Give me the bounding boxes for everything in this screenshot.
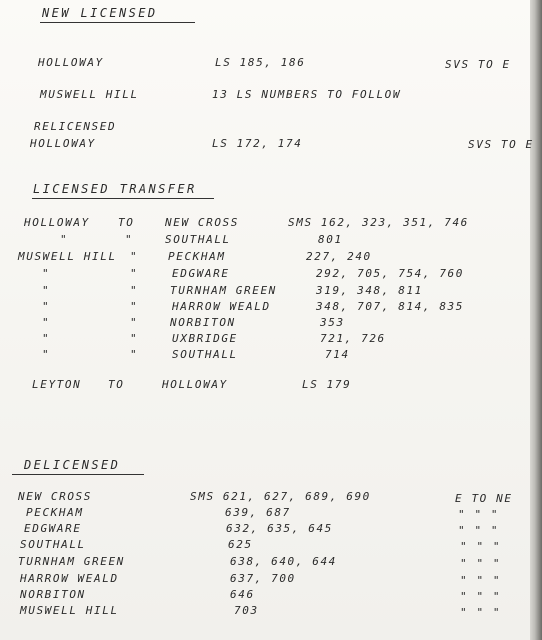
transfer-to: NEW CROSS <box>165 216 240 229</box>
delicensed-depot: SOUTHALL <box>20 538 86 551</box>
delicensed-numbers: 632, 635, 645 <box>226 522 333 535</box>
delicensed-depot: NEW CROSS <box>18 490 93 503</box>
delicensed-depot: PECKHAM <box>26 506 84 519</box>
transfer-to: TURNHAM GREEN <box>170 284 277 297</box>
transfer-numbers: 348, 707, 814, 835 <box>316 300 465 313</box>
transfer-from: " <box>42 267 51 280</box>
transfer-to-word: " <box>130 316 139 329</box>
new-licensed-depot-2: MUSWELL HILL <box>40 88 139 101</box>
delicensed-depot: HARROW WEALD <box>20 572 119 585</box>
relicensed-note: SVS TO E <box>468 138 534 151</box>
transfer-to-word: TO <box>118 216 135 229</box>
relicensed-label: RELICENSED <box>34 120 117 133</box>
transfer-numbers: 801 <box>318 233 343 246</box>
delicensed-numbers: 638, 640, 644 <box>230 555 337 568</box>
delicensed-note: " " " <box>460 590 502 603</box>
transfer-to-word: " <box>130 348 139 361</box>
transfer-numbers: 353 <box>320 316 345 329</box>
delicensed-note: " " " <box>460 574 502 587</box>
transfer-to-word: " <box>130 284 139 297</box>
transfer-from: " <box>42 348 51 361</box>
licensed-transfer-underline <box>32 198 214 199</box>
delicensed-note: " " " <box>460 606 502 619</box>
transfer-from: " <box>42 300 51 313</box>
delicensed-numbers: SMS 621, 627, 689, 690 <box>190 490 371 503</box>
transfer-from: " <box>42 284 51 297</box>
transfer-to: SOUTHALL <box>165 233 231 246</box>
transfer-to-word: " <box>130 250 139 263</box>
transfer-to-word: " <box>130 267 139 280</box>
transfer-to: HARROW WEALD <box>172 300 271 313</box>
delicensed-depot: MUSWELL HILL <box>20 604 119 617</box>
transfer-to: SOUTHALL <box>172 348 238 361</box>
new-licensed-underline <box>40 22 195 23</box>
relicensed-depot: HOLLOWAY <box>30 137 96 150</box>
transfer-numbers: 227, 240 <box>306 250 372 263</box>
licensed-transfer-heading: LICENSED TRANSFER <box>33 182 197 196</box>
transfer-from: " <box>42 316 51 329</box>
transfer-numbers: 319, 348, 811 <box>316 284 423 297</box>
transfer-to: EDGWARE <box>172 267 230 280</box>
new-licensed-numbers-2: 13 LS NUMBERS TO FOLLOW <box>212 88 402 101</box>
transfer-from: MUSWELL HILL <box>18 250 117 263</box>
delicensed-numbers: 639, 687 <box>225 506 291 519</box>
new-licensed-heading: NEW LICENSED <box>42 6 158 20</box>
delicensed-numbers: 637, 700 <box>230 572 296 585</box>
delicensed-heading: DELICENSED <box>24 458 121 472</box>
transfer-numbers: 714 <box>325 348 350 361</box>
delicensed-note: E TO NE <box>455 492 513 505</box>
transfer-to-word: " <box>125 233 134 246</box>
transfer-numbers: 292, 705, 754, 760 <box>316 267 465 280</box>
transfer-to: NORBITON <box>170 316 236 329</box>
delicensed-numbers: 646 <box>230 588 255 601</box>
transfer-from: HOLLOWAY <box>24 216 90 229</box>
transfer-from: " <box>60 233 69 246</box>
delicensed-note: " " " <box>460 557 502 570</box>
transfer-to-word: TO <box>108 378 125 391</box>
new-licensed-numbers-1: LS 185, 186 <box>215 56 306 69</box>
page-edge-shadow <box>530 0 542 640</box>
transfer-from: LEYTON <box>32 378 82 391</box>
delicensed-underline <box>12 474 144 475</box>
new-licensed-note-1: SVS TO E <box>445 58 511 71</box>
delicensed-numbers: 703 <box>234 604 259 617</box>
delicensed-depot: EDGWARE <box>24 522 82 535</box>
transfer-from: " <box>42 332 51 345</box>
transfer-to-word: " <box>130 300 139 313</box>
relicensed-numbers: LS 172, 174 <box>212 137 303 150</box>
delicensed-numbers: 625 <box>228 538 253 551</box>
transfer-to: UXBRIDGE <box>172 332 238 345</box>
delicensed-note: " " " <box>458 508 500 521</box>
delicensed-depot: TURNHAM GREEN <box>18 555 125 568</box>
transfer-numbers: LS 179 <box>302 378 352 391</box>
delicensed-note: " " " <box>458 524 500 537</box>
delicensed-note: " " " <box>460 540 502 553</box>
transfer-to: HOLLOWAY <box>162 378 228 391</box>
new-licensed-depot-1: HOLLOWAY <box>38 56 104 69</box>
transfer-numbers: SMS 162, 323, 351, 746 <box>288 216 469 229</box>
transfer-to-word: " <box>130 332 139 345</box>
transfer-numbers: 721, 726 <box>320 332 386 345</box>
transfer-to: PECKHAM <box>168 250 226 263</box>
delicensed-depot: NORBITON <box>20 588 86 601</box>
